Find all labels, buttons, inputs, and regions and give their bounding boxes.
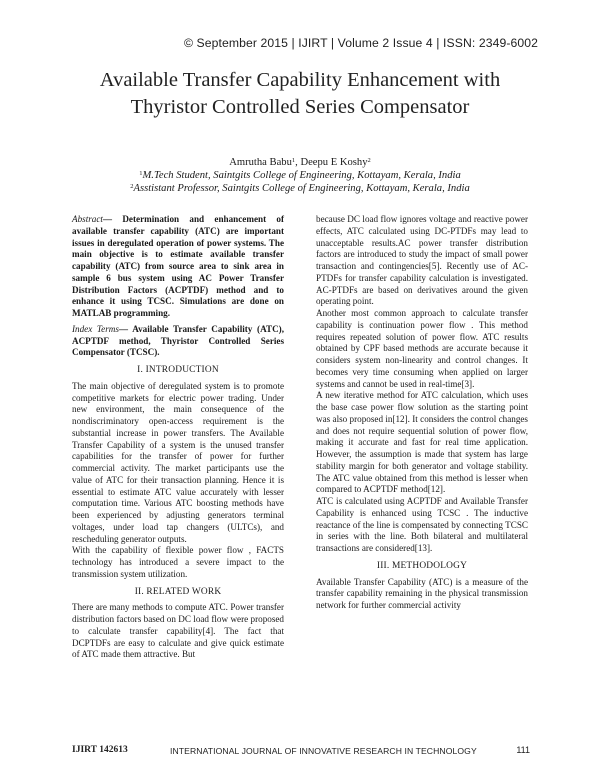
- related-work-paragraph-1: There are many methods to compute ATC. Power transfer distribution factors based on DC load flow were proposed to calculate transfer capability[4]. The fact that DCPTDFs are easy to calculate and give quick estimate of ATC made them attractive. But: [72, 602, 284, 660]
- title-line-2: Thyristor Controlled Series Compensator: [130, 96, 470, 118]
- affiliation-1: [0, 169, 600, 182]
- page-header-citation: © September 2015 | IJIRT | Volume 2 Issue 4 | ISSN: 2349-6002: [183, 36, 538, 50]
- methodology-paragraph-1: Available Transfer Capability (ATC) is a measure of the transfer capability remaining in the physical transmission network for further commercial activity: [316, 576, 528, 610]
- affiliation-2: [0, 182, 600, 195]
- author-2-sup: 2: [367, 157, 371, 164]
- title-line-1: Available Transfer Capability Enhancement with: [99, 69, 501, 91]
- introduction-paragraph-2: With the capability of flexible power flow , FACTS technology has introduced a severe impact to the transmission system utilization.: [72, 545, 284, 579]
- left-column: [72, 214, 284, 661]
- author-names: [0, 156, 600, 169]
- right-column: [316, 214, 528, 612]
- abstract-label: Abstract: [72, 214, 103, 224]
- footer-journal-name: INTERNATIONAL JOURNAL OF INNOVATIVE RESEARCH IN TECHNOLOGY: [170, 746, 477, 756]
- section-heading-methodology: III. METHODOLOGY: [376, 560, 468, 571]
- footer-page-number: 111: [516, 745, 530, 755]
- affiliation-1-text: M.Tech Student, Saintgits College of Engineering, Kottayam, Kerala, India: [142, 170, 461, 181]
- abstract-text: — Determination and enhancement of available transfer capability (ATC) are important issues in deregulated operation of power systems. The main objective is to estimate available transfer capability (ATC) from source area to sink area in sample 6 bus system using AC Power Transfer Distribution Factors (ACPTDF) method and to enhance it using TCSC. Simulations are done on MATLAB programming.: [72, 214, 284, 318]
- abstract: [72, 214, 284, 320]
- section-heading-related-work: II. RELATED WORK: [134, 586, 222, 597]
- introduction-paragraph-1: The main objective of deregulated system is to promote competitive markets for electric power trading. Under new environment, the main consequence of the nondiscriminatory open-access requirement is the substantial increase in power transfers. The Available Transfer Capability of a system is the unused transfer capabilities for the transfer of power for further commercial activity. The market participants use the value of ATC for their transaction planning. Hence it is essential to estimate ATC value accurately with lesser computation time. Various ATC boosting methods have been experienced by adjusting generators terminal voltages, under load tap changers (ULTCs), and rescheduling generator outputs.: [72, 380, 284, 544]
- author-1-sup: 1: [291, 157, 296, 164]
- author-block: [0, 156, 600, 195]
- related-work-paragraph-2: because DC load flow ignores voltage and reactive power effects, ATC calculated using DC-PTDFs may lead to unacceptable results.AC power transfer distribution factors are introduced to study the impact of small power transaction and contingencies[5]. Recently use of AC-PTDFs for transfer capability calculation is investigated. AC-PTDFs are based on derivatives around the given operating point.: [316, 214, 528, 307]
- index-terms: [72, 324, 284, 359]
- related-work-paragraph-3: Another most common approach to calculate transfer capability is continuation power flow . This method requires repeated solution of power flow. ATC results obtained by CPF based methods are accurate because it considers system non-linearity and control changes. It becomes very time consuming when applied on larger systems and cannot be used in real-time[3].: [316, 308, 528, 389]
- section-heading-introduction: I. INTRODUCTION: [137, 365, 219, 375]
- index-terms-label: Index Terms: [72, 323, 119, 334]
- affiliation-2-sup: 2: [130, 183, 134, 190]
- author-1-name: Amrutha Babu: [229, 157, 292, 168]
- index-terms-text: — Available Transfer Capability (ATC), ACPTDF method, Thyristor Controlled Series Compensator (TCSC).: [72, 323, 284, 358]
- affiliation-2-text: Asstistant Professor, Saintgits College of Engineering, Kottayam, Kerala, India: [133, 183, 470, 194]
- related-work-paragraph-4: A new iterative method for ATC calculation, which uses the base case power flow solution as the starting point was also proposed in[12]. It considers the control changes and does not require sequential solution of power flow, making it accurate and fast for real time application. However, the assumption is made that system has large stability margin for both generator and voltage stability. The ATC value obtained from this method is lesser when compared to ACPTDF method[12].: [316, 390, 528, 495]
- footer-paper-id: IJIRT 142613: [72, 745, 128, 755]
- affiliation-1-sup: 1: [139, 170, 143, 177]
- author-2-name: , Deepu E Koshy: [295, 157, 368, 168]
- paper-title: [0, 67, 600, 121]
- related-work-paragraph-5: ATC is calculated using ACPTDF and Available Transfer Capability is enhanced using TCSC . The inductive reactance of the line is compensated by connecting TCSC in series with the line. Both bilateral and multilateral transactions are considered[13].: [316, 496, 528, 553]
